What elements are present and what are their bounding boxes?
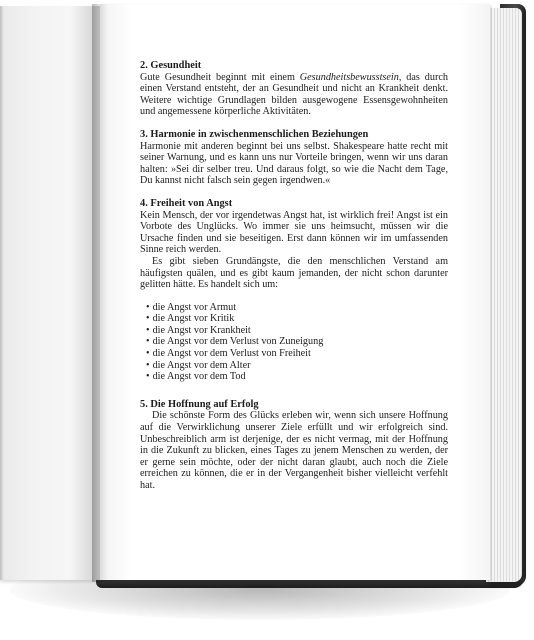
list-item-text: die Angst vor dem Alter	[152, 359, 251, 371]
list-item	[140, 336, 448, 348]
section-freiheit-von-angst	[140, 198, 448, 383]
paragraph-text: Gute Gesundheit beginnt mit einem	[140, 71, 300, 83]
list-item	[140, 302, 448, 314]
right-page	[100, 4, 490, 580]
section-heading: 2. Gesundheit	[140, 60, 202, 71]
list-item	[140, 371, 448, 383]
section-heading: 3. Harmonie in zwischenmenschlichen Beziehungen	[140, 128, 369, 140]
list-item	[140, 325, 448, 337]
list-item-text: die Angst vor Kritik	[152, 313, 235, 325]
section-paragraph	[140, 72, 448, 118]
bullet: •	[146, 313, 150, 325]
list-item-text: die Angst vor dem Verlust von Freiheit	[152, 348, 311, 360]
list-item-text: die Angst vor Armut	[152, 301, 237, 313]
left-page-edge	[0, 6, 4, 580]
section-paragraph: Es gibt sieben Grundängste, die den menschlichen Verstand am häufigsten quälen, und es gibt kaum jemanden, der nicht schon darunter gelitten hätte. Es handelt sich um:	[140, 255, 448, 291]
list-item	[140, 348, 448, 360]
list-item-text: die Angst vor Krankheit	[152, 324, 251, 336]
list-item-text: die Angst vor dem Verlust von Zuneigung	[152, 336, 324, 348]
section-gesundheit	[140, 60, 448, 118]
book-gutter-shadow	[92, 4, 108, 582]
left-page	[0, 6, 100, 580]
page-text	[140, 60, 448, 503]
section-harmonie	[140, 129, 448, 187]
bullet: •	[146, 324, 150, 336]
list-item-text: die Angst vor dem Tod	[152, 371, 246, 383]
section-hoffnung-auf-erfolg	[140, 399, 448, 492]
bullet: •	[146, 371, 150, 383]
section-paragraph: Kein Mensch, der vor irgendetwas Angst hat, ist wirklich frei! Angst ist ein Vorbote des Unglücks. Wo immer sie uns heimsucht, müssen wir die Ursache finden und sie beseitigen. Erst dann können wir im umfassenden Sinne reich werden.	[140, 209, 448, 256]
bullet: •	[146, 301, 150, 313]
paragraph-text: , das durch einen Verstand entsteht, der an Gesundheit und nicht an Krankheit denkt. Weitere wichtige Grundlagen bilden ausgewogene Essensgewohnheiten und angemessene körperliche Aktivitäten.	[140, 71, 448, 118]
page-stack	[486, 8, 522, 582]
section-heading: 4. Freiheit von Angst	[140, 197, 233, 209]
section-paragraph: Harmonie mit anderen beginnt bei uns selbst. Shakespeare hatte recht mit seiner Warnung, und es kann uns nur Vorteile bringen, wenn wir uns daran halten: »Sei dir selber treu. Und daraus folgt, so wie die Nacht dem Tage, Du kannst nicht falsch sein gegen irgendwen.«	[140, 140, 448, 187]
section-heading: 5. Die Hoffnung auf Erfolg	[140, 398, 259, 410]
bullet: •	[146, 348, 150, 360]
section-paragraph: Die schönste Form des Glücks erleben wir, wenn sich unsere Hoffnung auf die Verwirklichung unserer Ziele erfüllt und wir erfolgreich sind. Unbeschreiblich arm ist derjenige, der es nicht vermag, mit der Hoffnung in die Zukunft zu blicken, eines Tages zu jenem Menschen zu werden, der er gerne sein möchte, oder der nicht daran glaubt, auch noch die Ziele erreichen zu können, die er in der Vergangenheit bisher vielleicht verfehlt hat.	[140, 410, 448, 491]
fears-list	[140, 302, 448, 383]
list-item	[140, 360, 448, 372]
bullet: •	[146, 359, 150, 371]
emphasis-text: Gesundheitsbewusstsein	[299, 71, 399, 83]
list-item	[140, 313, 448, 325]
bullet: •	[146, 336, 150, 348]
